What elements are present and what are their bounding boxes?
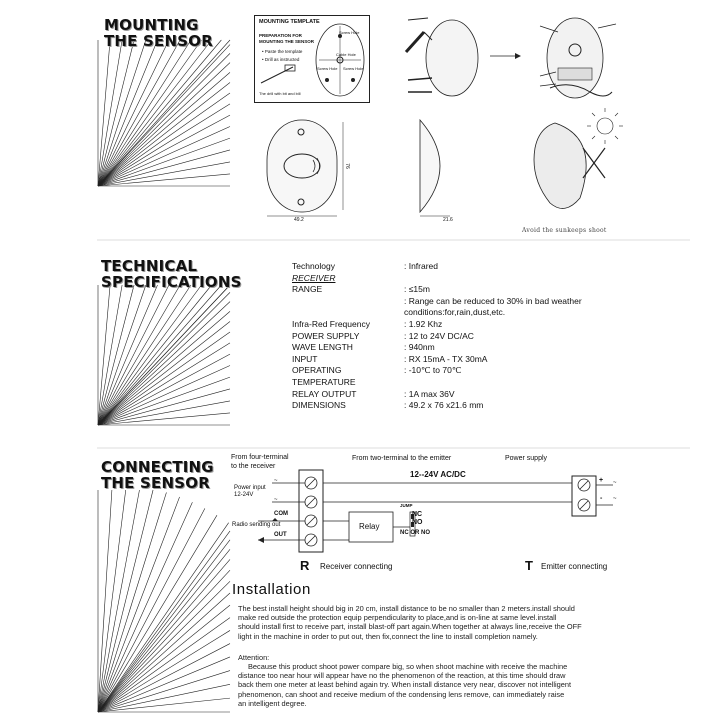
spec-row [292,319,692,331]
emitter-connecting-label: Emitter connecting [541,562,608,571]
spec-row [292,307,692,319]
jump-label: JUMP [400,503,413,508]
spec-value: conditions:for,rain,dust,etc. [404,307,506,318]
sunburst-ray [98,581,230,712]
wiring-label: Radio sending out [232,522,281,528]
spec-value: : -10℃ to 70℃ [404,365,462,376]
spec-label: RELAY OUTPUT [292,388,357,399]
wired-base-icon [540,18,616,98]
ac-symbol: ~ [613,496,617,502]
drill-icon [259,63,299,89]
sunburst-ray [98,593,230,712]
sunburst-ray [98,40,230,186]
receiver-letter: R [300,558,310,573]
sunburst-ray [98,644,230,712]
label-screw-hole: Screw Hole [317,66,338,71]
sunburst-ray [98,302,230,425]
sunburst-ray [98,72,230,186]
spec-table [292,261,692,412]
spec-label: Infra-Red Frequency [292,318,370,329]
spec-label: OPERATING TEMPERATURE [292,365,356,387]
wiring-label: From four-terminal [231,454,289,461]
paragraph-line: should install first to receive part, install blast-off part again.When together at always line,receive the OFF [238,622,582,632]
sunburst-ray [98,83,230,186]
wiring-com-label: COM [274,511,288,517]
spec-value: : ≤15m [404,284,430,295]
sunburst-ray [98,40,221,186]
spec-label: DIMENSIONS [292,400,346,411]
template-step: • Paste the template [262,49,303,54]
template-step: • Drill as instructed [262,57,300,62]
wiring-label: Power supply [505,455,548,462]
sunburst-ray [98,698,230,712]
sensor-shell-icon [534,123,586,208]
label-screw-hole: Screw Hole [339,30,360,35]
spec-value: : 1A max 36V [404,388,455,399]
label-cable-hole: Cable Hole [336,52,356,57]
sunburst-ray [98,322,230,425]
sunburst-ray [98,492,166,712]
sunburst-ray [98,413,230,425]
paragraph-line: light in the machine in order to put out, then fix,connect the line to install completion namely. [238,631,538,641]
spec-value: : 49.2 x 76 x21.6 mm [404,400,484,411]
heading-line: THE SENSOR [104,32,213,50]
sunburst-ray [98,490,126,712]
sunburst-ray [98,285,169,425]
heading-line: SPECIFICATIONS [101,273,242,291]
paragraph-line: distance too near hour will appear have no the phenomenon of the reaction, at this time should draw [238,671,566,681]
sunburst-ray [98,508,205,712]
heading-line: TECHNICAL [101,257,198,275]
spec-label: INPUT [292,353,318,364]
sunburst-ray [98,63,230,186]
spec-value: : 940nm [404,342,435,353]
spec-row [292,284,692,296]
heading-mounting [104,17,213,49]
sunburst-ray [98,40,201,186]
spec-row [292,354,692,366]
spec-value: : 12 to 24V DC/AC [404,330,474,341]
template-subtitle: PREPARATION FOR [259,33,302,38]
sunburst-ray [98,523,229,712]
sunburst-connecting [98,490,230,712]
sunburst-ray [98,40,110,186]
spec-label: POWER SUPPLY [292,330,360,341]
sunburst-ray [98,53,230,186]
paragraph-line: make red outside the protection equip perpendicularity to place,and is on-line at same level.install [238,613,557,623]
spec-row [292,273,692,285]
installation-paragraph-2 [238,662,688,708]
dimension-width-label: 49.2 [294,217,304,223]
sunburst-ray [98,497,180,712]
sunburst-ray [98,285,201,425]
spec-label: RANGE [292,284,323,295]
no-label: NO [412,519,423,526]
heading-technical [101,258,242,290]
sunburst-ray [98,285,134,425]
template-drill-note: The drill with bit and bill [259,91,301,96]
emitter-letter: T [525,558,533,573]
spec-value: : Range can be reduced to 30% in bad weather [404,295,582,306]
paragraph-line: back them one meter at least behind again try. When install distance very near, discover not intelligent [238,680,572,690]
label-screw-hole: Screw Hole [343,66,364,71]
voltage-label: 12--24V AC/DC [410,470,466,479]
spec-row [292,331,692,343]
sunburst-ray [98,174,230,186]
relay-label: Relay [359,522,380,531]
sun-caption: Avoid the sunkeeps shoot [522,227,607,234]
sunburst-ray [98,40,212,186]
template-title: MOUNTING TEMPLATE [259,19,320,25]
spec-label: WAVE LENGTH [292,342,353,353]
wiring-label: 12-24V [234,492,254,498]
sunburst-ray [98,570,230,712]
emitter-terminal-block [572,476,596,516]
sunburst-ray [98,40,158,186]
heading-connecting [101,459,214,491]
heading-line: THE SENSOR [101,474,210,492]
sunburst-ray [98,630,230,712]
mounting-template-card [254,15,370,103]
installation-paragraph-1 [238,604,688,641]
template-subtitle: MOUNTING THE SENSOR [259,39,315,44]
ac-symbol: ~ [274,497,278,503]
paragraph-line: The best install height should big in 20 cm, install distance to be no smaller than 2 meters.install should [238,604,575,613]
spec-label [292,307,404,319]
minus-sign: - [600,495,603,502]
sunburst-ray [98,311,230,425]
sunburst-ray [98,671,230,712]
sunburst-ray [98,559,230,712]
paragraph-line: Because this product shoot power compare big, so when shoot machine with receive the machine [248,662,568,671]
screwdriver-mounting-icon [406,18,478,96]
heading-line: CONNECTING [101,458,214,476]
sunburst-ray [98,549,230,712]
sunburst-ray [98,490,139,712]
spec-value: : Infrared [404,261,439,271]
sunburst-ray [98,389,230,425]
arrow-head [515,53,521,59]
sensor-side-view-icon [420,120,450,216]
dimension-height-label: 76 [343,163,350,169]
sunburst-ray [98,126,230,186]
sensor-dimension-views [255,118,455,228]
spec-label: RECEIVER [292,272,336,283]
nc-label: NC [412,511,423,518]
paragraph-line: an intelligent degree. [238,698,307,708]
spec-row [292,296,692,308]
spec-row [292,389,692,401]
spec-row [292,365,692,388]
receiver-connecting-label: Receiver connecting [320,562,393,571]
sunburst-ray [98,490,112,712]
heading-line: MOUNTING [104,16,199,34]
sunburst-ray [98,285,212,425]
wiring-label: to the receiver [231,463,276,470]
sunburst-ray [98,515,217,712]
spec-row [292,400,692,412]
nc-or-no-label: NC OR NO [400,530,430,536]
ac-symbol: ~ [274,478,278,484]
wiring-label: Power input [234,485,266,491]
wiring-label: From two-terminal to the emitter [352,455,452,462]
paragraph-line: phenomenon, can shoot and receive medium of the condensing lens remove, can immediately raise [238,689,565,699]
spec-label [292,296,404,308]
sunburst-ray [98,285,221,425]
spec-value: : 1.92 Khz [404,318,443,329]
installation-title: Installation [232,581,311,598]
sunburst-ray [98,285,146,425]
sun-avoid-illustration [525,108,635,226]
arrow-head [258,537,264,543]
sunburst-technical [98,285,230,425]
attention-label: Attention: [238,653,270,662]
wiring-out-label: OUT [274,532,287,538]
sunburst-ray [98,40,191,186]
spec-row [292,261,692,273]
spec-value: : RX 15mA - TX 30mA [404,353,488,364]
spec-row [292,342,692,354]
sunburst-ray [98,354,230,425]
arrow-head [272,518,278,521]
sunburst-mounting [98,40,230,186]
spec-label: Technology [292,261,336,271]
sunburst-ray [98,285,110,425]
dimension-depth-label: 21.6 [443,217,453,223]
sun-icon [587,108,623,144]
ac-symbol: ~ [613,480,617,486]
sensor-front-view-icon [267,120,343,216]
plus-sign: + [599,477,604,484]
